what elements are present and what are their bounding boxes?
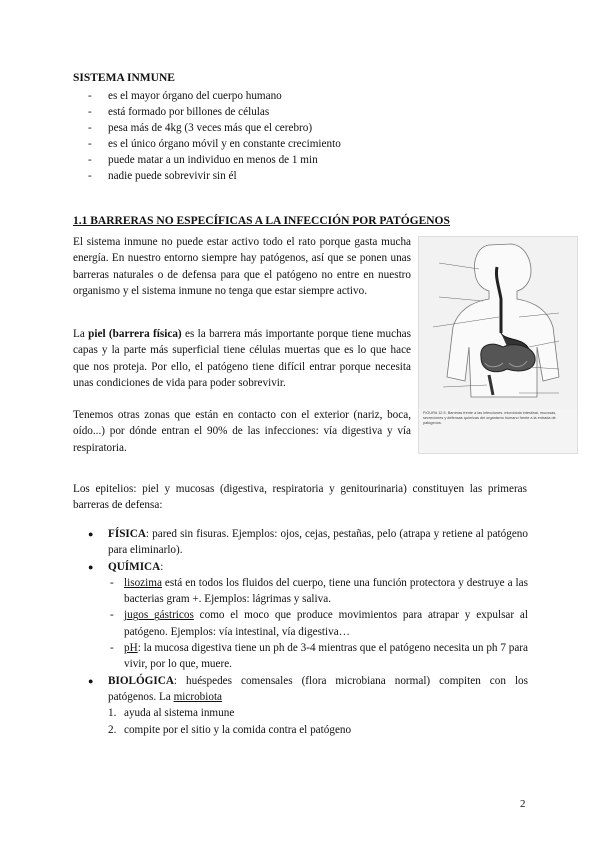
biologica-item: 1. ayuda al sistema inmune: [108, 707, 235, 720]
list-item: - pesa más de 4kg (3 veces más que el cerebro): [88, 120, 341, 136]
quimica-jugos-gastricos: - jugos gástricos como el moco que produce movimientos para atrapar y expulsar al patógeno. Ejemplos: vía intestinal, vía digestiva…: [88, 607, 528, 640]
body-diagram: [419, 237, 577, 409]
list-item: - es el único órgano móvil y en constante crecimiento: [88, 136, 341, 152]
biologica-item: 2. compite por el sitio y la comida contra el patógeno: [108, 723, 352, 736]
barrier-quimica: ● QUÍMICA:: [88, 559, 528, 575]
barrier-biologica: ● BIOLÓGICA: huéspedes comensales (flora microbiana normal) compiten con los patógenos. La microbiota: [88, 673, 528, 706]
list-item: - puede matar a un individuo en menos de 1 min: [88, 152, 341, 168]
section-heading: 1.1 BARRERAS NO ESPECÍFICAS A LA INFECCIÓN POR PATÓGENOS: [73, 215, 450, 227]
digestive-system-figure: [418, 236, 578, 454]
barrier-list: [88, 526, 528, 738]
list-item: - es el mayor órgano del cuerpo humano: [88, 88, 341, 104]
paragraph-infection-routes: Tenemos otras zonas que están en contacto con el exterior (nariz, boca, oído...) por dónde entran el 90% de las infecciones: vía digestiva y vía respiratoria.: [73, 409, 411, 454]
paragraph-epithelia: Los epitelios: piel y mucosas (digestiva, respiratoria y genitourinaria) constituyen las primeras barreras de defensa:: [73, 483, 527, 512]
skin-term: piel (barrera física): [88, 328, 182, 340]
quimica-ph: - pH: la mucosa digestiva tiene un ph de 3-4 mientras que el patógeno necesita un ph 7 para vivir, por lo que, muere.: [88, 640, 528, 673]
figure-caption: FIGURA 12.5. Barreras frente a las infecciones: microbiota intestinal, mucosas, secreciones y defensas químicas del organismo humano frente a la entrada de patógenos.: [423, 411, 557, 425]
page-number: 2: [520, 798, 526, 810]
list-item: - nadie puede sobrevivir sin él: [88, 168, 341, 184]
paragraph-skin: La piel (barrera física) es la barrera más importante porque tiene muchas capas y la parte más superficial tiene células muertas que es lo que hace que nos proteja. Por ello, el patógeno tiene difícil entrar porque necesita unas condiciones de vida para poder sobrevivir.: [73, 328, 411, 389]
intro-list: [88, 88, 341, 184]
quimica-lisozima: - lisozima está en todos los fluidos del cuerpo, tiene una función protectora y destruye a las bacterias gram +. Ejemplos: lágrimas y saliva.: [88, 575, 528, 608]
list-item: - está formado por billones de células: [88, 104, 341, 120]
paragraph-immune-energy: El sistema inmune no puede estar activo todo el rato porque gasta mucha energía. En nuestro entorno siempre hay patógenos, así que se ponen unas barreras naturales o de defensa para que el patógeno no entre en nuestro organismo y el sistema inmune no tenga que estar siempre activo.: [73, 236, 411, 297]
barrier-fisica: ● FÍSICA: pared sin fisuras. Ejemplos: ojos, cejas, pestañas, pelo (atrapa y retiene al patógeno para eliminarlo).: [88, 526, 528, 559]
document-title: SISTEMA INMUNE: [73, 72, 175, 84]
